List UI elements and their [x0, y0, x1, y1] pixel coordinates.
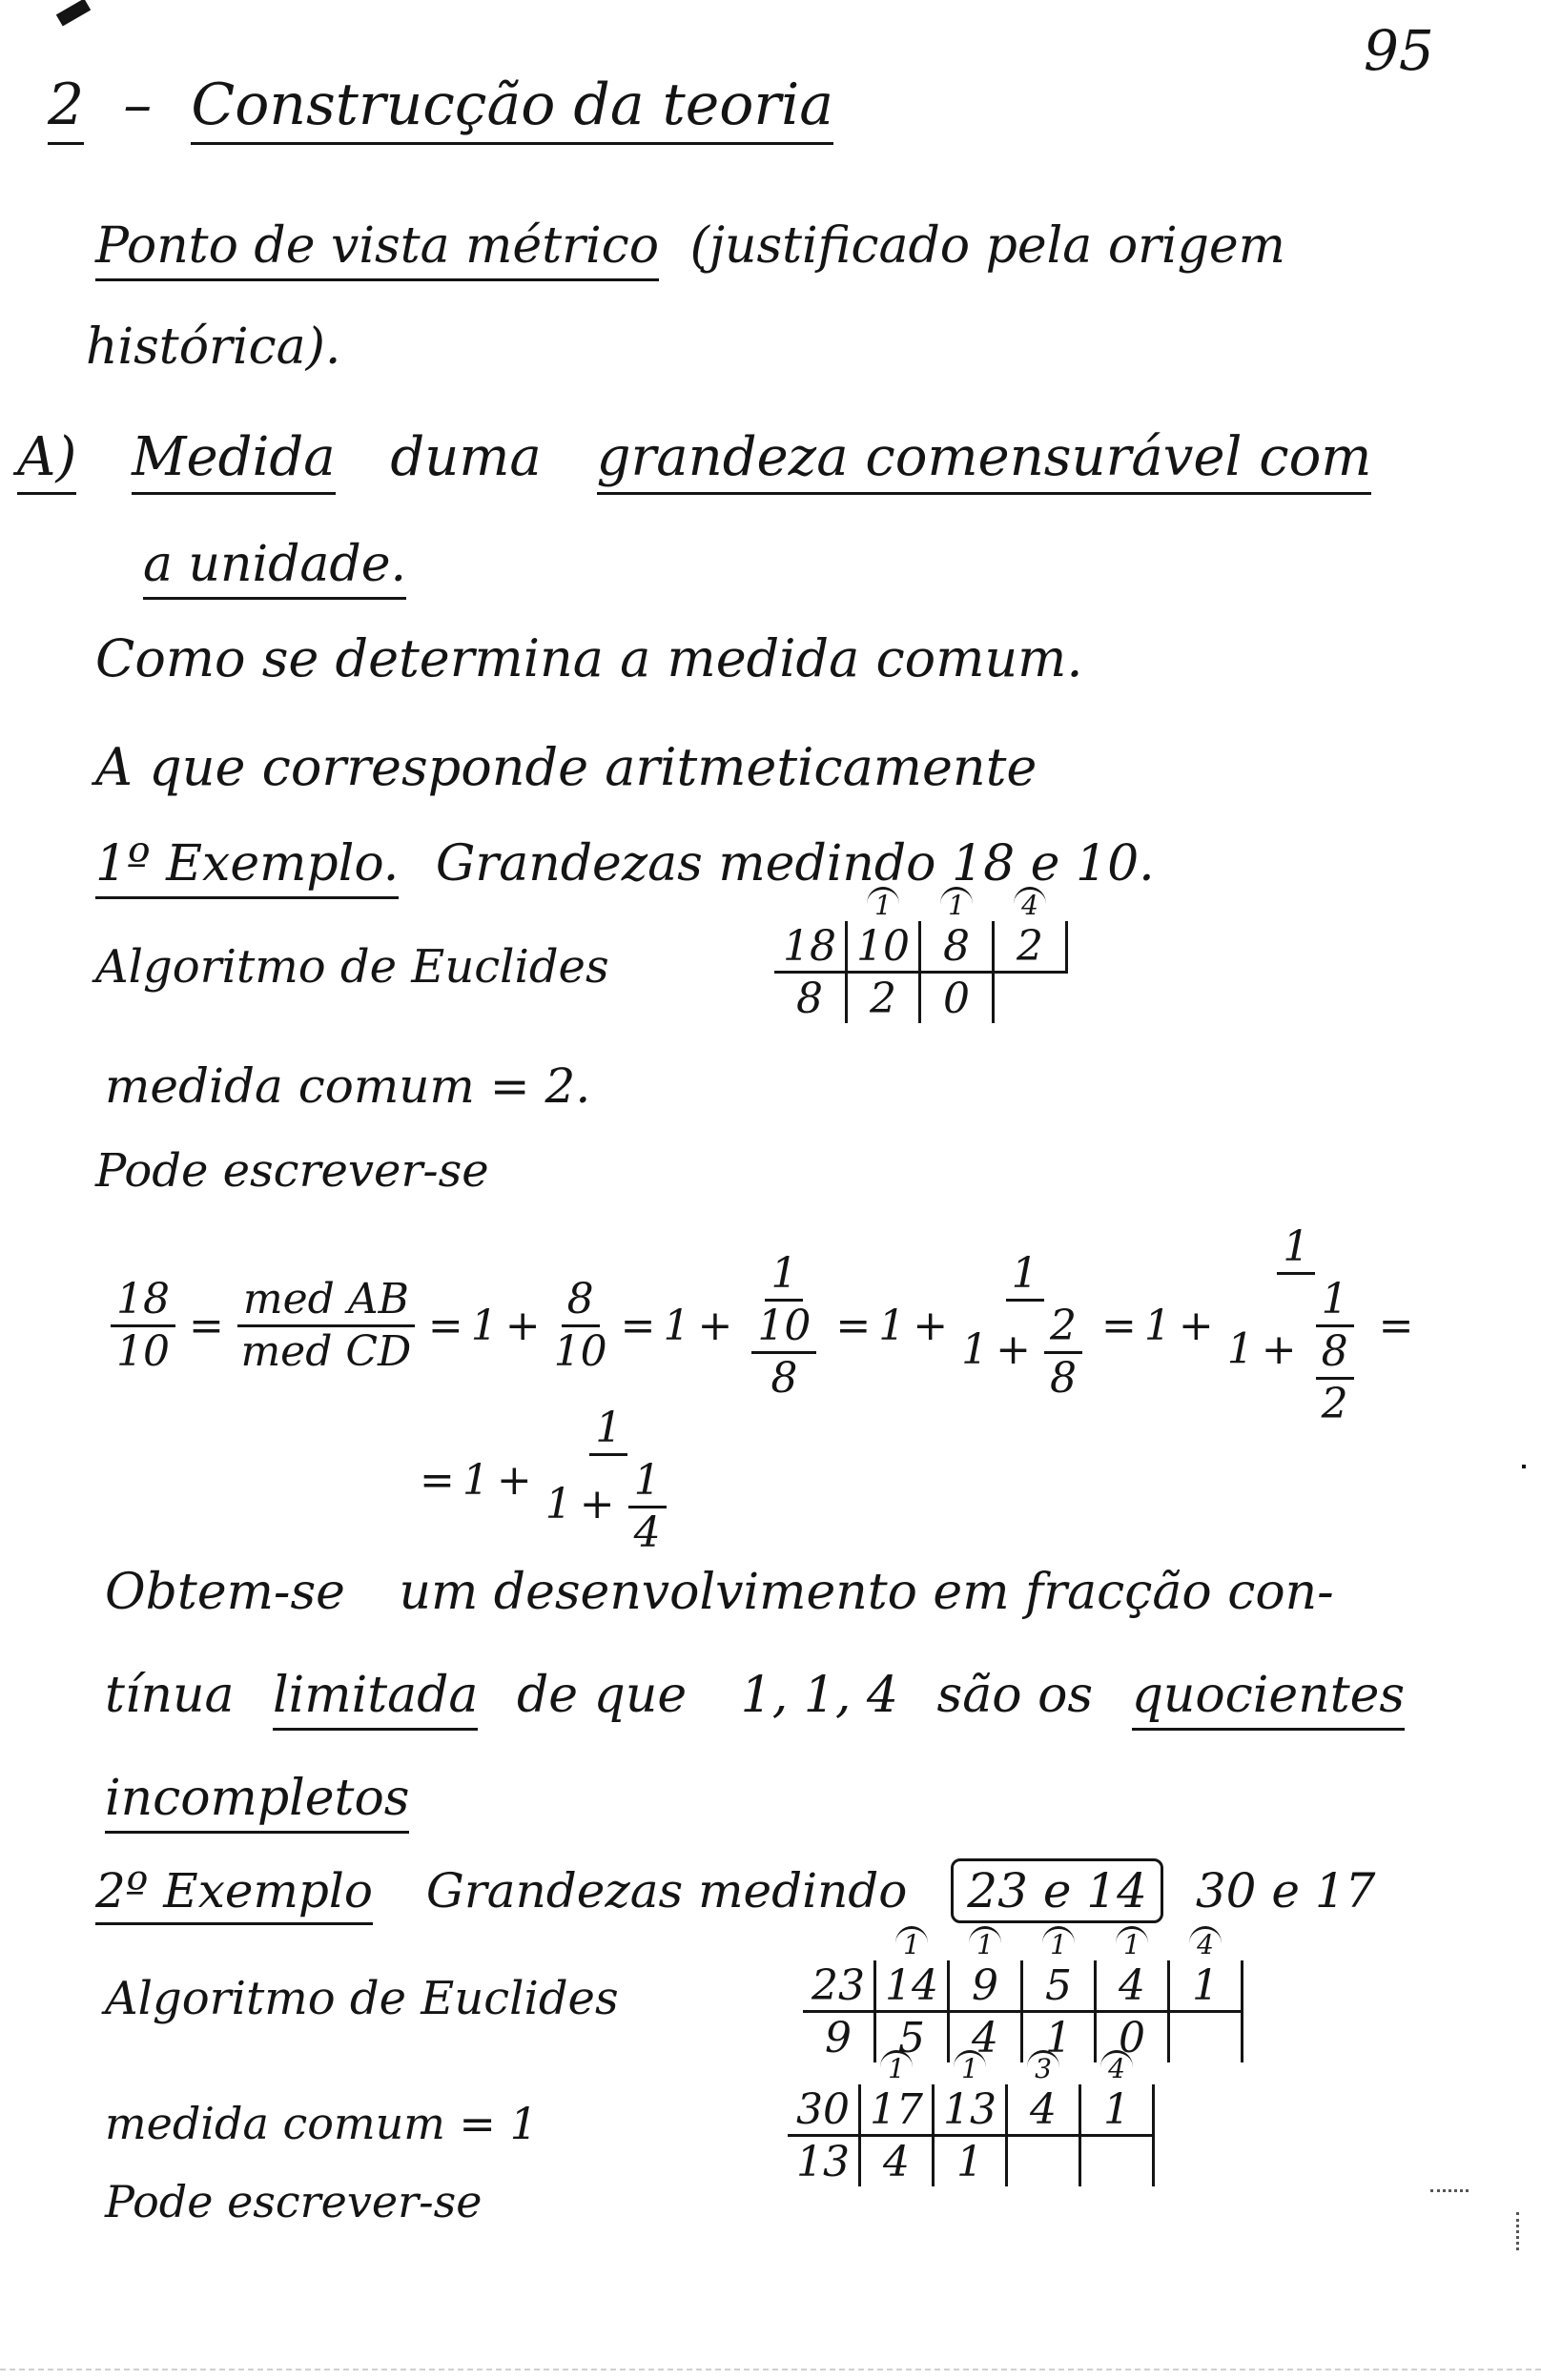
section-a-grandeza: grandeza comensurável com	[597, 426, 1372, 495]
scan-edge-line	[0, 2369, 1541, 2372]
line-medida-comum: Como se determina a medida comum.	[95, 628, 1083, 688]
quotient: 4	[1080, 2050, 1154, 2084]
ink-mark	[56, 0, 91, 27]
dividend: 30	[788, 2084, 860, 2136]
fraction: $\frac{8}{10}$	[553, 1275, 607, 1376]
dividend: 4	[1096, 1960, 1169, 2012]
scan-speck	[1516, 2212, 1523, 2250]
quotient: 1	[1096, 1926, 1169, 1960]
dividend: 5	[1022, 1960, 1096, 2012]
example-2-label: 2º Exemplo	[95, 1863, 373, 1925]
example-1-write: Pode escrever-se	[95, 1144, 489, 1198]
quotient: 1	[1022, 1926, 1096, 1960]
intro-line-2: histórica).	[86, 318, 341, 376]
scan-speck	[1430, 2189, 1469, 2195]
dividend: 8	[920, 921, 994, 973]
dividend: 10	[847, 921, 920, 973]
quotient: 1	[920, 887, 994, 921]
dividend: 9	[949, 1960, 1022, 2012]
section-a-duma: duma	[390, 426, 542, 488]
example-2-write: Pode escrever-se	[105, 2176, 483, 2227]
quotient: 4	[994, 887, 1067, 921]
section-a-title	[17, 426, 1372, 488]
remainder: 0	[1096, 2012, 1169, 2063]
quotient: 1	[934, 2050, 1007, 2084]
remainder	[1080, 2136, 1154, 2187]
quotient: 1	[875, 1926, 949, 1960]
dividend: 1	[1080, 2084, 1154, 2136]
dividend: 1	[1169, 1960, 1243, 2012]
heading-number: 2	[48, 72, 84, 145]
section-a-title-cont: a unidade.	[143, 540, 406, 589]
page-number: 95	[1364, 18, 1434, 83]
remainder: 9	[803, 2012, 875, 2063]
remainder	[1007, 2136, 1080, 2187]
continued-fraction-result: = 1 + 1 1 + $\frac{1}{4}$	[412, 1407, 678, 1554]
example-2-alt-values: 30 e 17	[1195, 1863, 1376, 1918]
fraction: $\frac{18}{10}$	[111, 1279, 175, 1373]
quotient: 1	[847, 887, 920, 921]
fraction: $\frac{\text{med AB}}{\text{med CD}}$	[237, 1279, 415, 1373]
dividend: 17	[860, 2084, 934, 2136]
remainder: 8	[774, 973, 847, 1024]
continued-fraction-equation: $\frac{18}{10}$ = $\frac{\text{med AB}}{\text{med CD}}$ = 1 + $\frac{8}{10}$ = 1 + $\frac{1}{\frac{10}{8}}$ = 1 + 1 1 + $\frac{2}{8}$ = 1 + 1 1 + $\frac{1}{\frac{8}{2}}$ =	[105, 1226, 1422, 1426]
dividend: 18	[774, 921, 847, 973]
section-a-letter: A)	[17, 426, 76, 495]
euclid-table-1	[774, 887, 1068, 1023]
intro-line-1	[95, 217, 1285, 275]
euclid-table-2a	[803, 1926, 1243, 2062]
remainder: 2	[847, 973, 920, 1024]
example-1-algo-label: Algoritmo de Euclides	[95, 940, 609, 994]
remainder: 1	[1022, 2012, 1096, 2063]
remainder	[1169, 2012, 1243, 2063]
dividend: 23	[803, 1960, 875, 2012]
fraction: $\frac{1}{\frac{10}{8}}$	[746, 1253, 822, 1400]
remainder: 13	[788, 2136, 860, 2187]
example-2-text: Grandezas medindo	[425, 1863, 908, 1918]
remainder: 4	[949, 2012, 1022, 2063]
fraction: 1 1 + $\frac{1}{\frac{8}{2}}$	[1227, 1226, 1366, 1426]
dividend: 14	[875, 1960, 949, 2012]
intro-underlined: Ponto de vista métrico	[95, 217, 659, 281]
dividend: 13	[934, 2084, 1007, 2136]
quotient: 1	[949, 1926, 1022, 1960]
scan-speck	[1522, 1465, 1526, 1468]
intro-rest: (justificado pela origem	[689, 217, 1285, 275]
example-2-boxed-values: 23 e 14	[951, 1858, 1163, 1923]
example-2-algo-label: Algoritmo de Euclides	[105, 1972, 619, 2025]
euclid-table-2b	[788, 2050, 1155, 2186]
quotient: 4	[1169, 1926, 1243, 1960]
remainder	[994, 973, 1067, 1024]
example-2-common: medida comum = 1	[105, 2098, 538, 2149]
remainder: 5	[875, 2012, 949, 2063]
remainder: 0	[920, 973, 994, 1024]
example-1-label: 1º Exemplo.	[95, 835, 399, 899]
obtains-line-3: incompletos	[105, 1774, 409, 1823]
example-2-line	[95, 1863, 1376, 1918]
section-heading	[48, 72, 834, 138]
remainder: 4	[860, 2136, 934, 2187]
dividend: 2	[994, 921, 1067, 973]
obtains-line-1: Obtem-se um desenvolvimento em fracção con-	[105, 1564, 1334, 1621]
section-a-medida: Medida	[132, 426, 335, 495]
dividend: 4	[1007, 2084, 1080, 2136]
line-aritmeticamente: A que corresponde aritmeticamente	[95, 737, 1038, 797]
heading-title: Construcção da teoria	[191, 72, 833, 145]
remainder: 1	[934, 2136, 1007, 2187]
fraction: 1 1 + $\frac{1}{4}$	[545, 1407, 672, 1554]
example-1-text: Grandezas medindo 18 e 10.	[435, 835, 1155, 892]
quotient: 1	[860, 2050, 934, 2084]
example-1-line	[95, 835, 1155, 892]
fraction: 1 1 + $\frac{2}{8}$	[961, 1253, 1088, 1400]
obtains-line-2: tínua limitada de que 1, 1, 4 são os quocientes	[105, 1671, 1405, 1720]
example-1-common: medida comum = 2.	[105, 1058, 591, 1114]
quotient: 3	[1007, 2050, 1080, 2084]
heading-dash: –	[123, 72, 153, 138]
